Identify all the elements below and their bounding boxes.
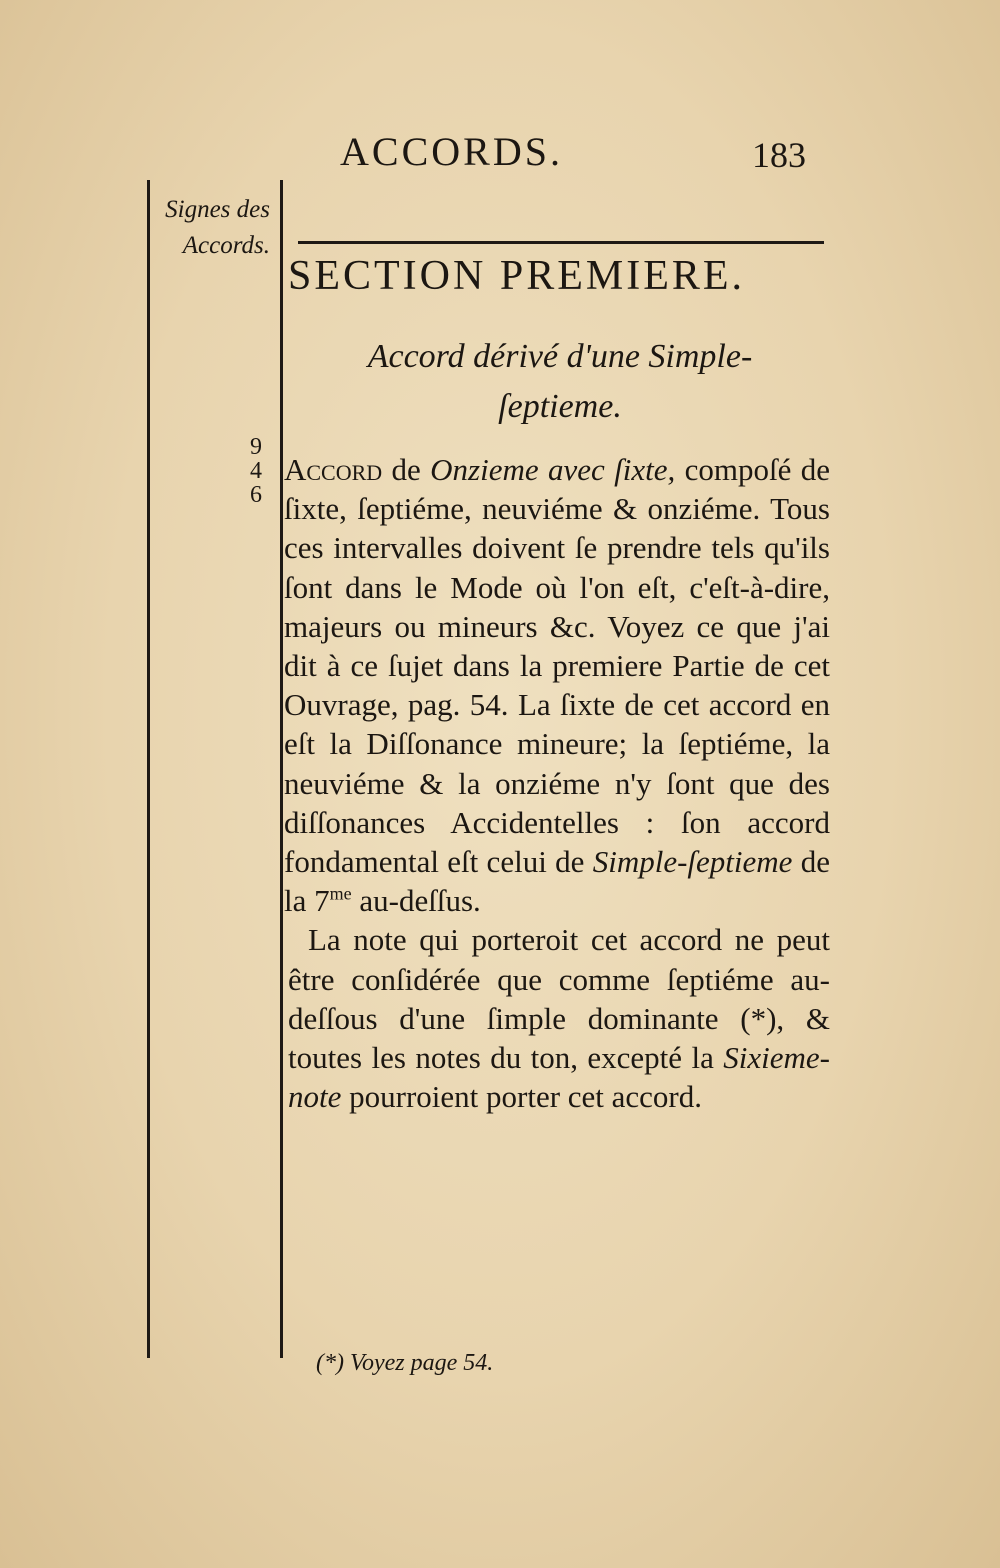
subtitle-line-2: ſeptieme. (498, 388, 622, 425)
paragraph-1-term-2: Simple-ſeptieme (592, 844, 793, 880)
margin-note-line-1: Signes des (165, 196, 270, 223)
header-rule (298, 241, 824, 244)
paragraph-2-term: Sixieme-note (288, 1040, 830, 1115)
figured-bass (244, 436, 268, 508)
margin-rule-right (280, 180, 283, 1358)
running-head: ACCORDS. (340, 129, 563, 174)
paragraph-1 (284, 450, 830, 920)
paragraph-2-text-2: pourroient porter cet accord. (341, 1079, 703, 1115)
footnote: (*) Voyez page 54. (316, 1350, 494, 1376)
paragraph-1-text-3: au-deſſus. (351, 883, 481, 919)
paragraph-1-text-2: de la 7 (284, 844, 830, 919)
page-number: 183 (752, 135, 806, 175)
paragraph-1-lead: Accord (284, 452, 383, 487)
paragraph-1-text: compoſé de ſixte, ſeptiéme, neuviéme & onziéme. Tous ces intervalles doivent ſe prendre tels qu'ils ſont dans le Mode où l'on eſt, c'eſt-à-dire, majeurs ou mineurs &c. Voyez ce que j'ai dit à ce ſujet dans la premiere Partie de cet Ouvrage, pag. 54. La ſixte de cet accord en eſt la Diſſonance mineure; la ſeptiéme, la neuviéme & la onziéme n'y ſont que des diſſonances Accidentelles : ſon accord fondamental eſt celui de (284, 452, 830, 880)
body-text (284, 450, 830, 1116)
subtitle-line-1: Accord dérivé d'une Simple- (367, 338, 753, 375)
margin-note-line-2: Accords. (182, 232, 270, 259)
paragraph-1-de: de (382, 452, 431, 487)
section-title: SECTION PREMIERE. (288, 253, 746, 299)
paragraph-1-sup: me (329, 883, 352, 904)
margin-rule-left (147, 180, 150, 1358)
margin-note (140, 192, 270, 264)
section-subtitle (300, 332, 820, 432)
figure-4: 4 (250, 458, 262, 484)
paragraph-2-text: La note qui porteroit cet accord ne peut être conſidérée que comme ſeptiéme au-deſſous d'une ſimple dominante (*), & toutes les notes du ton, excepté la (288, 922, 830, 1076)
figure-6: 6 (250, 482, 262, 508)
paragraph-1-term: Onzieme avec ſixte, (430, 452, 676, 487)
paragraph-2 (288, 920, 830, 1116)
figure-9: 9 (250, 434, 262, 460)
